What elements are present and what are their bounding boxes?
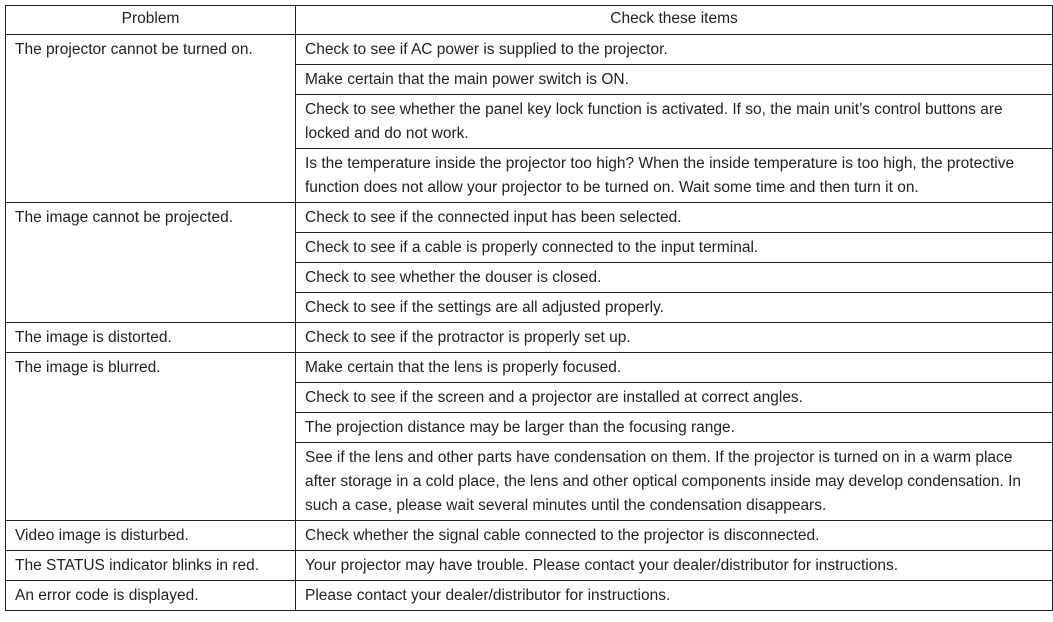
check-cell: Is the temperature inside the projector too high? When the inside temperature is too high, the protective function does not allow your projector to be turned on. Wait some time and then turn it on.: [296, 149, 1053, 203]
problem-cell: The image cannot be projected.: [6, 203, 296, 323]
troubleshooting-table: [5, 5, 1053, 611]
header-row: [6, 6, 1053, 35]
table-row: [6, 35, 1053, 65]
check-cell: Check to see if the protractor is properly set up.: [296, 323, 1053, 353]
table-row: [6, 521, 1053, 551]
problem-cell: The projector cannot be turned on.: [6, 35, 296, 203]
table-row: [6, 551, 1053, 581]
check-cell: Make certain that the main power switch is ON.: [296, 65, 1053, 95]
check-cell: Check to see if the connected input has been selected.: [296, 203, 1053, 233]
check-cell: Please contact your dealer/distributor for instructions.: [296, 581, 1053, 611]
check-cell: Check to see if a cable is properly connected to the input terminal.: [296, 233, 1053, 263]
check-column-header: Check these items: [296, 6, 1053, 35]
check-cell: Your projector may have trouble. Please contact your dealer/distributor for instructions.: [296, 551, 1053, 581]
check-cell: Make certain that the lens is properly focused.: [296, 353, 1053, 383]
check-cell: Check to see whether the panel key lock function is activated. If so, the main unit’s control buttons are locked and do not work.: [296, 95, 1053, 149]
check-cell: Check to see if AC power is supplied to the projector.: [296, 35, 1053, 65]
problem-column-header: Problem: [6, 6, 296, 35]
check-cell: Check to see if the settings are all adjusted properly.: [296, 293, 1053, 323]
check-cell: The projection distance may be larger than the focusing range.: [296, 413, 1053, 443]
check-cell: Check to see if the screen and a projector are installed at correct angles.: [296, 383, 1053, 413]
check-cell: See if the lens and other parts have condensation on them. If the projector is turned on in a warm place after storage in a cold place, the lens and other optical components inside may develop condensation. In such a case, please wait several minutes until the condensation disappears.: [296, 443, 1053, 521]
problem-cell: The image is blurred.: [6, 353, 296, 521]
problem-cell: Video image is disturbed.: [6, 521, 296, 551]
check-cell: Check to see whether the douser is closed.: [296, 263, 1053, 293]
check-cell: Check whether the signal cable connected to the projector is disconnected.: [296, 521, 1053, 551]
problem-cell: An error code is displayed.: [6, 581, 296, 611]
table-row: [6, 581, 1053, 611]
problem-cell: The STATUS indicator blinks in red.: [6, 551, 296, 581]
table-row: [6, 323, 1053, 353]
problem-cell: The image is distorted.: [6, 323, 296, 353]
table-row: [6, 203, 1053, 233]
table-row: [6, 353, 1053, 383]
